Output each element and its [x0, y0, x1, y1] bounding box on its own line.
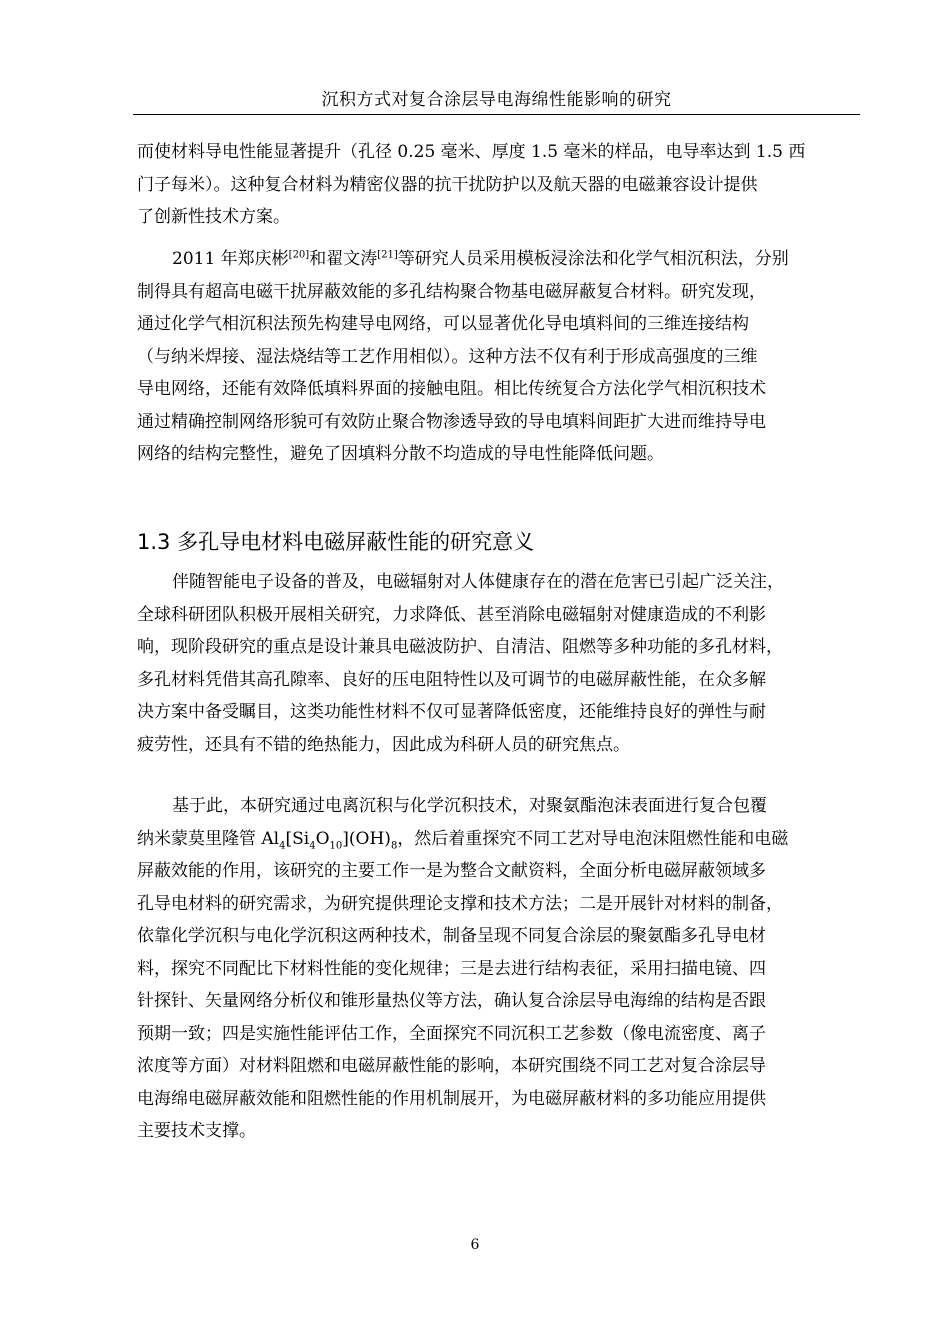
paragraph-research-work [137, 790, 859, 1148]
text-line: 决方案中备受瞩目，这类功能性材料不仅可显著降低密度，还能维持良好的弹性与耐 [137, 702, 766, 722]
text-line: 基于此，本研究通过电离沉积与化学沉积技术，对聚氨酯泡沫表面进行复合包覆 [172, 796, 767, 816]
text-line: 门子每米）。这种复合材料为精密仪器的抗干扰防护以及航天器的电磁兼容设计提供 [137, 174, 758, 195]
text-line: 了创新性技术方案。 [137, 207, 290, 227]
text-line: 通过化学气相沉积法预先构建导电网络，可以显著优化导电填料间的三维连接结构 [137, 314, 749, 334]
text-line: 而使材料导电性能显著提升（孔径 0.25 毫米、厚度 1.5 毫米的样品，电导率达到 1.5 西 [137, 142, 806, 162]
paragraph-significance [137, 566, 859, 761]
section-title: 多孔导电材料电磁屏蔽性能的研究意义 [177, 530, 535, 554]
formula-subscript: 8 [390, 839, 398, 851]
text-line: 网络的结构完整性，避免了因填料分散不均造成的导电性能降低问题。 [137, 444, 664, 464]
text-run: 纳米蒙莫里隆管 Al [137, 828, 280, 849]
text-line: 全球科研团队积极开展相关研究，力求降低、甚至消除电磁辐射对健康造成的不利影 [137, 604, 766, 625]
text-run: ，然后着重探究不同工艺对导电泡沫阻燃性能和电磁 [397, 828, 789, 849]
text-line: 浓度等方面）对材料阻燃和电磁屏蔽性能的影响，本研究围绕不同工艺对复合涂层导 [137, 1056, 766, 1076]
text-line: 制得具有超高电磁干扰屏蔽效能的多孔结构聚合物基电磁屏蔽复合材料。研究发现， [137, 281, 766, 302]
text-line: 疲劳性，还具有不错的绝热能力，因此成为科研人员的研究焦点。 [137, 734, 630, 755]
formula-subscript: 4 [309, 839, 316, 851]
running-header: 沉积方式对复合涂层导电海绵性能影响的研究 [321, 90, 672, 110]
text-line: 屏蔽效能的作用，该研究的主要工作一是为整合文献资料，全面分析电磁屏蔽领域多 [137, 861, 766, 881]
text-line: （与纳米焊接、湿法烧结等工艺作用相似）。这种方法不仅有利于形成高强度的三维 [137, 346, 758, 367]
page-number: 6 [470, 1237, 480, 1253]
text-line: 响，现阶段研究的重点是设计兼具电磁波防护、自清洁、阻燃等多种功能的多孔材料， [137, 637, 783, 657]
text-line: 多孔材料凭借其高孔隙率、良好的压电阻特性以及可调节的电磁屏蔽性能，在众多解 [137, 669, 766, 690]
paragraph-continuation [137, 136, 859, 234]
paragraph-2011-research [137, 243, 859, 471]
header-rule [133, 114, 860, 115]
section-number: 1.3 [137, 530, 171, 554]
section-heading [137, 527, 534, 557]
text-line: 孔导电材料的研究需求，为研究提供理论支撑和技术方法；二是开展针对材料的制备， [137, 893, 783, 914]
text-run: [Si [285, 828, 310, 849]
formula-subscript: 10 [329, 839, 343, 851]
formula-line [137, 823, 859, 856]
text-line: 料，探究不同配比下材料性能的变化规律；三是去进行结构表征，采用扫描电镜、四 [137, 958, 766, 979]
text-line: 导电网络，还能有效降低填料界面的接触电阻。相比传统复合方法化学气相沉积技术 [137, 379, 766, 399]
text-line: 预期一致；四是实施性能评估工作，全面探究不同沉积工艺参数（像电流密度、离子 [137, 1023, 766, 1044]
text-line: 通过精确控制网络形貌可有效防止聚合物渗透导致的导电填料间距扩大进而维持导电 [137, 411, 766, 432]
citation-ref: [20] [288, 249, 310, 261]
text-line: 电海绵电磁屏蔽效能和阻燃性能的作用机制展开，为电磁屏蔽材料的多功能应用提供 [137, 1088, 766, 1109]
text-run: O [315, 828, 330, 849]
text-run: 和翟文涛 [309, 249, 378, 269]
text-line: 针探针、矢量网络分析仪和锥形量热仪等方法，确认复合涂层导电海绵的结构是否跟 [137, 991, 766, 1011]
text-line: 依靠化学沉积与电化学沉积这两种技术，制备呈现不同复合涂层的聚氨酯多孔导电材 [137, 926, 766, 946]
citation-ref: [21] [377, 249, 398, 261]
text-run: 等研究人员采用模板浸涂法和化学气相沉积法，分别 [397, 249, 789, 269]
text-line [137, 243, 859, 276]
text-line: 主要技术支撑。 [137, 1121, 256, 1141]
formula-subscript: 4 [279, 839, 286, 851]
text-line: 伴随智能电子设备的普及，电磁辐射对人体健康存在的潜在危害已引起广泛关注， [172, 572, 784, 592]
text-run: 2011 年郑庆彬 [172, 249, 289, 269]
text-run: ](OH) [342, 828, 391, 849]
